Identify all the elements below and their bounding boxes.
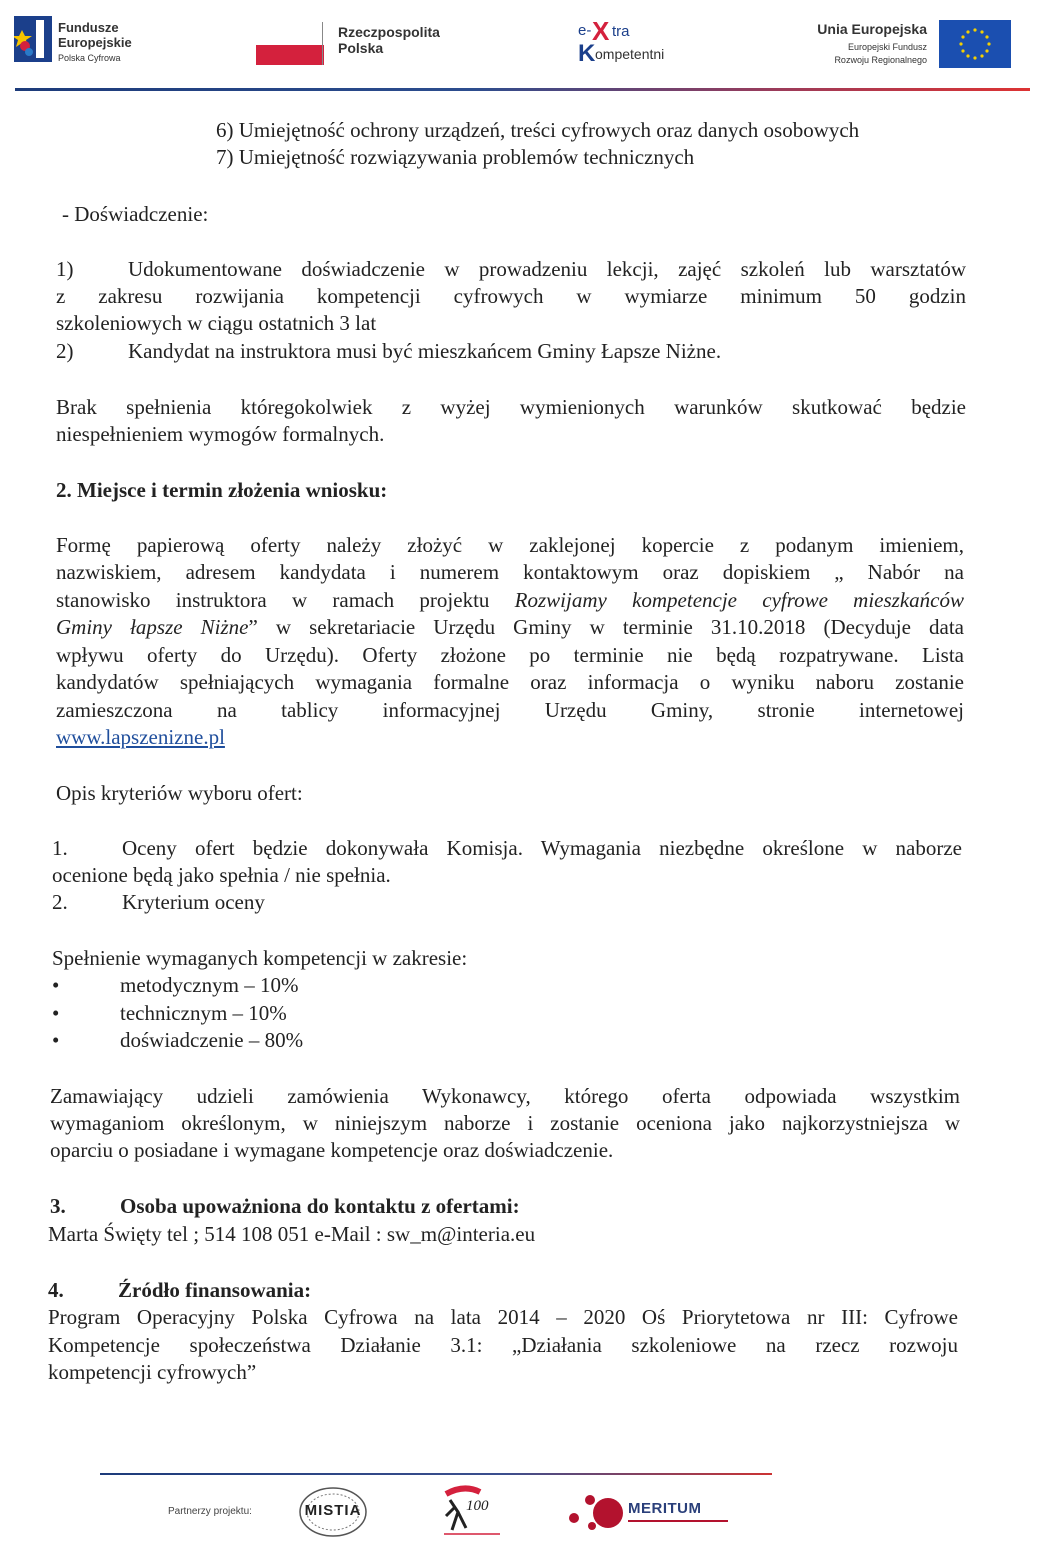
section-2-line-4 [56,614,964,641]
missing-conditions-line-2: niespełnieniem wymogów formalnych. [56,422,385,446]
criteria-item-2-number: 2. [52,890,68,914]
experience-item-1-number: 1) [56,257,74,281]
experience-item-1-line-3: szkoleniowych w ciągu ostatnich 3 lat [56,311,377,335]
criteria-item-1-line-1: Oceny ofert będzie dokonywała Komisja. Wymagania niezbędne określone w naborze [122,836,962,860]
ek-rest: ompetentni [595,46,665,62]
project-title-part-1: Rozwijamy kompetencje cyfrowe mieszkańców [514,588,964,612]
partners-label: Partnerzy projektu: [168,1506,252,1517]
mistia-logo [298,1486,368,1538]
criteria-item-1-line-2: ocenione będą jako spełnia / nie spełnia. [52,863,391,887]
rzeczpospolita-polska-logo [256,18,466,68]
extra-kompetentni-logo [578,18,708,68]
fe-line3: Polska Cyfrowa [58,53,121,63]
fundusze-europejskie-logo [14,16,164,66]
ue-line1: Unia Europejska [817,21,927,37]
fe-emblem-icon [14,16,52,62]
website-link[interactable]: www.lapszenizne.pl [56,725,225,749]
experience-item-1-line-2: z zakresu rozwijania kompetencji cyfrowych w wymiarze minimum 50 godzin [56,284,966,308]
competence-heading: Spełnienie wymaganych kompetencji w zakresie: [52,946,468,970]
competence-methodical: metodycznym – 10% [120,973,299,997]
bullet-icon: • [52,973,60,997]
bullet-icon: • [52,1028,60,1052]
section-2-line-1: Formę papierową oferty należy złożyć w zaklejonej kopercie z podanym imieniem, [56,533,964,557]
section-2-line-7: zamieszczona na tablicy informacyjnej Urzędu Gminy, stronie internetowej [56,698,964,722]
award-line-1: Zamawiający udzieli zamówienia Wykonawcy, którego oferta odpowiada wszystkim [50,1084,960,1108]
section-2-line-5: wpływu oferty do Urzędu). Oferty złożone po terminie nie będą rozpatrywane. Lista [56,643,964,667]
experience-heading: - Doświadczenie: [62,202,209,226]
meritum-underline [628,1520,728,1522]
competence-experience: doświadczenie – 80% [120,1028,304,1052]
section-4-heading: Źródło finansowania: [118,1278,312,1302]
section-2-line-4-b: ” w sekretariacie Urzędu Gminy w terminie 31.10.2018 (Decyduje data [248,615,964,639]
contact-details: Marta Święty tel ; 514 108 051 e-Mail : sw_m@interia.eu [48,1222,536,1246]
bullet-icon: • [52,1001,60,1025]
competence-technical: technicznym – 10% [120,1001,287,1025]
section-2-line-6: kandydatów spełniających wymagania formalne oraz informacja o wyniku naboru zostanie [56,670,964,694]
missing-conditions-line-1: Brak spełnienia któregokolwiek z wyżej wymienionych warunków skutkować będzie [56,395,966,419]
section-2-heading: 2. Miejsce i termin złożenia wniosku: [56,478,388,502]
award-line-3: oparciu o posiadane i wymagane kompetencje oraz doświadczenie. [50,1138,614,1162]
header-divider [15,88,1030,91]
eu-flag-icon [939,20,1011,68]
financing-line-3: kompetencji cyfrowych” [48,1360,257,1384]
skill-item-6: 6) Umiejętność ochrony urządzeń, treści cyfrowych oraz danych osobowych [216,118,860,142]
section-3-number: 3. [50,1194,66,1218]
hundred-text: 100 [466,1498,489,1514]
experience-item-2-number: 2) [56,339,74,363]
award-line-2: wymaganiom określonym, w niniejszym naborze i zostanie oceniona jako najkorzystniejsza w [50,1111,960,1135]
fe-line2: Europejskie [58,35,132,50]
section-2-line-3 [56,587,964,614]
meritum-logo [568,1490,738,1536]
ek-e: e- [578,22,592,39]
ue-line3: Rozwoju Regionalnego [834,55,927,65]
section-3-heading: Osoba upoważniona do kontaktu z ofertami: [120,1194,520,1218]
ek-k: K [578,40,596,67]
fe-line1: Fundusze [58,20,119,35]
footer-divider [100,1473,772,1475]
rp-line2: Polska [338,40,384,56]
section-2-line-3-a: stanowisko instruktora w ramach projektu [56,588,490,612]
criteria-item-2-text: Kryterium oceny [122,890,265,914]
meritum-text: MERITUM [628,1500,702,1517]
financing-line-1: Program Operacyjny Polska Cyfrowa na lata 2014 – 2020 Oś Priorytetowa nr III: Cyfrowe [48,1305,958,1329]
rp-line1: Rzeczpospolita [338,24,440,40]
section-2-line-2: nazwiskiem, adresem kandydata i numerem kontaktowym oraz dopiskiem „ Nabór na [56,560,964,584]
criteria-heading: Opis kryteriów wyboru ofert: [56,781,303,805]
criteria-item-1-number: 1. [52,836,68,860]
experience-item-1-line-1: Udokumentowane doświadczenie w prowadzeniu lekcji, zajęć szkoleń lub warsztatów [128,257,966,281]
financing-line-2: Kompetencje społeczeństwa Działanie 3.1: „Działania szkoleniowe na rzecz rozwoju [48,1333,958,1357]
experience-item-2-text: Kandydat na instruktora musi być mieszkańcem Gminy Łapsze Niżne. [128,339,722,363]
ue-line2: Europejski Fundusz [847,42,927,52]
polish-flag-icon [256,22,324,64]
unia-europejska-logo [780,18,1015,70]
meritum-dots-icon [568,1490,630,1536]
mistia-text: MISTIA [304,1502,362,1519]
ek-x: X [592,16,610,46]
independence-100-logo [440,1484,504,1540]
section-4-number: 4. [48,1278,64,1302]
project-title-part-2: Gminy łapsze Niżne [56,615,249,639]
ek-tra: tra [612,23,630,40]
skill-item-7: 7) Umiejętność rozwiązywania problemów technicznych [216,145,695,169]
